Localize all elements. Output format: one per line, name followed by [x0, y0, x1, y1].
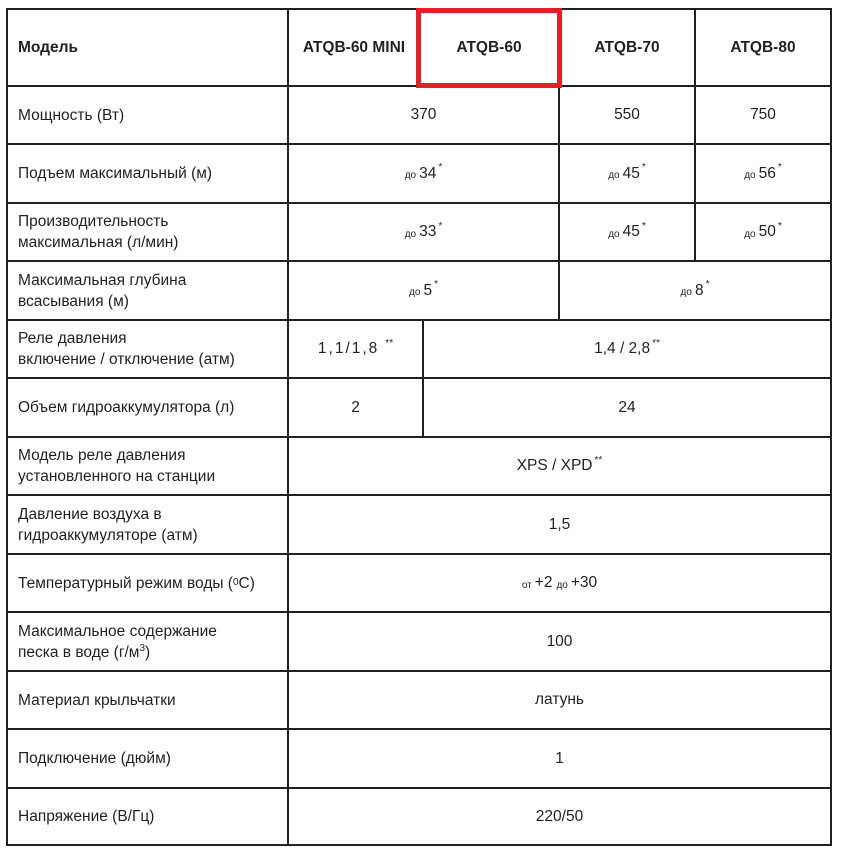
footnote-mark: **: [594, 454, 603, 466]
value-text: XPS / XPD: [516, 457, 593, 474]
footnote-mark: **: [652, 337, 660, 349]
label-line: песка в воде (г/м: [18, 643, 140, 661]
footnote-mark: *: [705, 279, 710, 290]
row-accumulator-value: 2: [351, 398, 360, 416]
footnote-mark: *: [641, 162, 646, 173]
value-number: 33: [419, 223, 437, 240]
prefix-do: до: [404, 170, 417, 181]
prefix-do: до: [556, 579, 568, 591]
value-number: +2: [534, 574, 553, 591]
footnote-mark: *: [641, 220, 646, 232]
row-lift-value: [696, 145, 830, 202]
row-power-value: 750: [750, 106, 776, 123]
prefix-do: до: [404, 228, 417, 240]
row-sand-label: [8, 613, 287, 670]
prefix-do: до: [608, 170, 620, 181]
footnote-mark: *: [777, 220, 782, 232]
row-flow-value: [696, 204, 830, 260]
row-impeller-value: латунь: [535, 691, 584, 708]
row-temperature-label: Температурный режим воды ( 0 C): [18, 574, 255, 592]
label-line: всасывания (м): [18, 292, 129, 310]
label-text: Температурный режим воды (: [18, 574, 233, 592]
value-number: 45: [622, 164, 640, 182]
row-connection-label: Подключение (дюйм): [18, 750, 171, 767]
label-line: ): [145, 643, 151, 661]
prefix-do: до: [680, 287, 692, 298]
label-line: Максимальная глубина: [18, 271, 187, 289]
model-atqb-70: ATQB-70: [594, 38, 660, 56]
row-accumulator-value: 24: [618, 398, 636, 416]
label-line: Производительность: [18, 213, 169, 230]
header-model-label: Модель: [18, 39, 79, 56]
label-line: максимальная (л/мин): [18, 234, 179, 251]
label-line: Модель реле давления: [18, 447, 186, 464]
model-atqb-60: ATQB-60: [456, 38, 522, 56]
footnote-mark: *: [438, 220, 443, 232]
label-line: установленного на станции: [18, 468, 216, 485]
row-pressure-switch-value: [424, 321, 830, 377]
prefix-do: до: [409, 287, 421, 298]
row-lift-label: Подъем максимальный (м): [18, 165, 213, 182]
label-sup: 3: [139, 642, 146, 654]
label-line: Максимальное содержание: [18, 622, 217, 640]
value-number: 8: [694, 281, 704, 299]
value-number: 45: [622, 223, 640, 240]
row-pressure-switch-value: [289, 321, 422, 377]
footnote-mark: *: [777, 162, 782, 173]
label-line: Реле давления: [18, 330, 127, 347]
value-number: +30: [570, 574, 598, 591]
row-power-value: 550: [614, 106, 640, 123]
prefix-do: до: [744, 170, 756, 181]
row-pressure-switch-label: [8, 321, 287, 377]
row-lift-value: [289, 145, 558, 202]
value-number: 5: [423, 281, 433, 299]
footnote-mark: *: [434, 279, 438, 290]
row-power-label: Мощность (Вт): [18, 106, 125, 124]
label-text: C): [238, 574, 255, 592]
model-atqb-60-mini: ATQB-60 MINI: [302, 38, 406, 56]
row-air-pressure-label: [8, 496, 287, 553]
prefix-do: до: [744, 228, 756, 240]
footnote-mark: **: [385, 337, 394, 349]
value-number: 1,4 / 2,8: [594, 340, 651, 357]
row-impeller-label: Материал крыльчатки: [18, 691, 176, 709]
row-accumulator-label: Объем гидроаккумулятора (л): [18, 399, 235, 416]
prefix-do: до: [608, 228, 620, 240]
row-suction-value: [560, 262, 830, 319]
value-number: 34: [419, 164, 437, 182]
row-switch-model-value: [289, 438, 830, 494]
row-flow-label: [8, 204, 287, 260]
row-power-value: 370: [410, 106, 437, 123]
row-sand-value: 100: [546, 632, 573, 650]
footnote-mark: *: [438, 162, 443, 173]
label-line: включение / отключение (атм): [18, 351, 235, 368]
model-atqb-80: ATQB-80: [730, 38, 796, 56]
label-line: Давление воздуха в: [18, 505, 162, 523]
value-number: 56: [758, 164, 776, 182]
value-number: 50: [758, 223, 776, 240]
row-air-pressure-value: 1,5: [548, 515, 571, 533]
prefix-ot: от: [521, 579, 532, 591]
row-flow-value: [289, 204, 558, 260]
value-number: 1,1/1,8: [317, 340, 380, 357]
row-voltage-label: Напряжение (В/Гц): [18, 808, 155, 825]
specs-table: [6, 8, 832, 846]
row-temperature-value: [289, 555, 830, 611]
row-connection-value: 1: [555, 749, 564, 767]
row-voltage-value: 220/50: [535, 807, 584, 825]
row-flow-value: [560, 204, 694, 260]
label-line: гидроаккумуляторе (атм): [18, 526, 198, 544]
row-suction-label: [8, 262, 287, 319]
row-lift-value: [560, 145, 694, 202]
row-switch-model-label: [8, 438, 287, 494]
row-suction-value: [289, 262, 558, 319]
